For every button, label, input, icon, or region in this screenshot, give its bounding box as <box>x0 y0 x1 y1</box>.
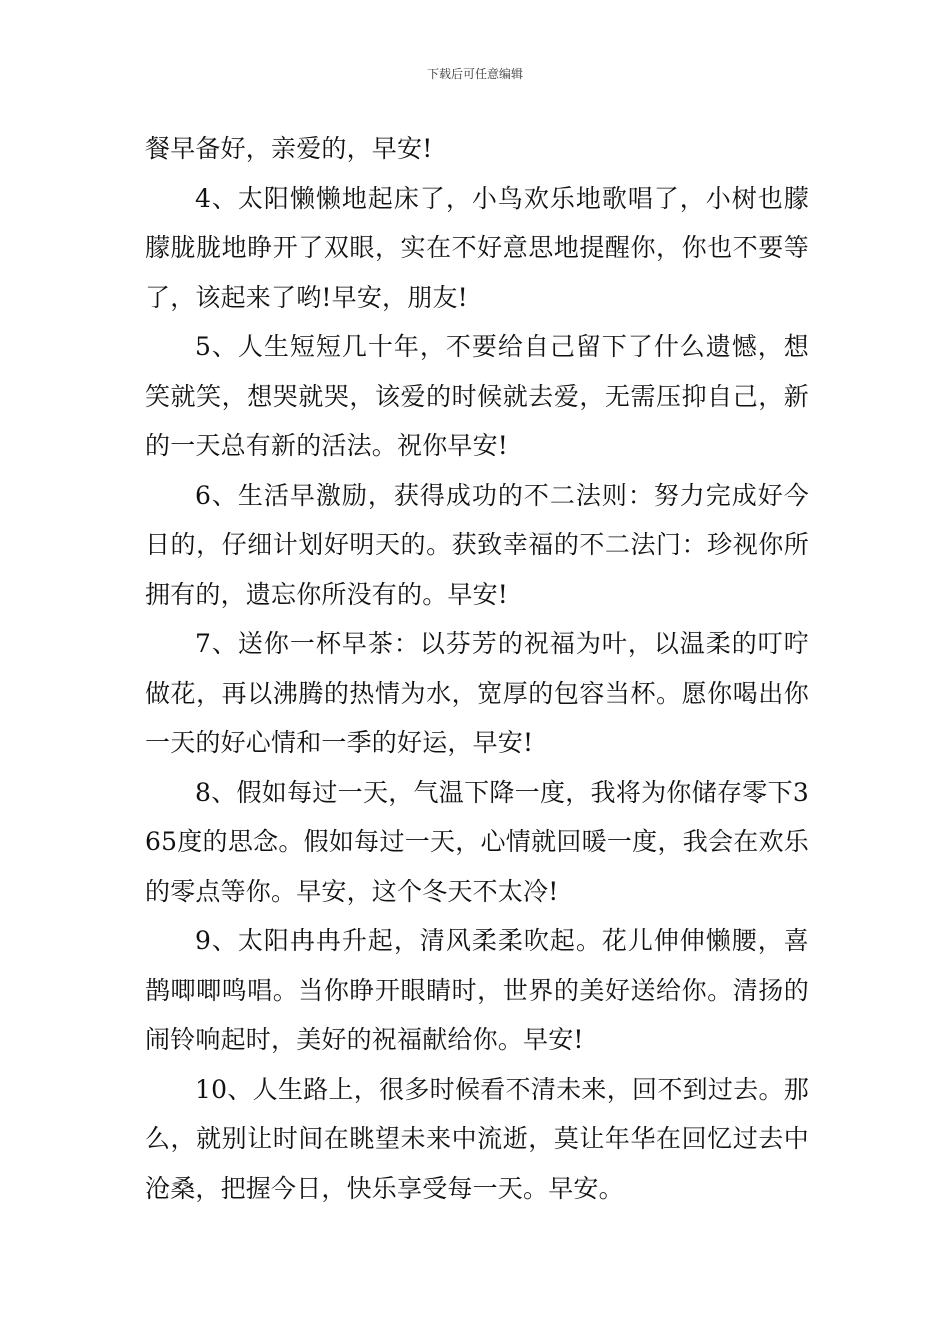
paragraph-item-10: 10、人生路上，很多时候看不清未来，回不到过去。那么，就别让时间在眺望未来中流逝，莫让年华在回忆过去中沧桑，把握今日，快乐享受每一天。早安。 <box>145 1074 809 1203</box>
paragraph-item-6: 6、生活早激励，获得成功的不二法则：努力完成好今日的，仔细计划好明天的。获致幸福的不二法门：珍视你所拥有的，遗忘你所没有的。早安! <box>145 480 809 609</box>
paragraph-item-7: 7、送你一杯早茶：以芬芳的祝福为叶，以温柔的叮咛做花，再以沸腾的热情为水，宽厚的包容当杯。愿你喝出你一天的好心情和一季的好运，早安! <box>145 629 809 757</box>
paragraph-continuation: 餐早备好，亲爱的，早安! <box>145 134 433 163</box>
paragraph-item-8: 8、假如每过一天，气温下降一度，我将为你储存零下365度的思念。假如每过一天，心情就回暖一度，我会在欢乐的零点等你。早安，这个冬天不太冷! <box>145 777 809 906</box>
paragraph-item-5: 5、人生短短几十年，不要给自己留下了什么遗憾，想笑就笑，想哭就哭，该爱的时候就去爱，无需压抑自己，新的一天总有新的活法。祝你早安! <box>145 332 809 460</box>
paragraph-item-9: 9、太阳冉冉升起，清风柔柔吹起。花儿伸伸懒腰，喜鹊唧唧鸣唱。当你睁开眼睛时，世界的美好送给你。清扬的闹铃响起时，美好的祝福献给你。早安! <box>145 926 809 1054</box>
paragraph-item-4: 4、太阳懒懒地起床了，小鸟欢乐地歌唱了，小树也朦朦胧胧地睁开了双眼，实在不好意思地提醒你，你也不要等了，该起来了哟!早安，朋友! <box>145 183 809 312</box>
document-body <box>145 124 809 1213</box>
page-header-note: 下载后可任意编辑 <box>426 67 523 81</box>
